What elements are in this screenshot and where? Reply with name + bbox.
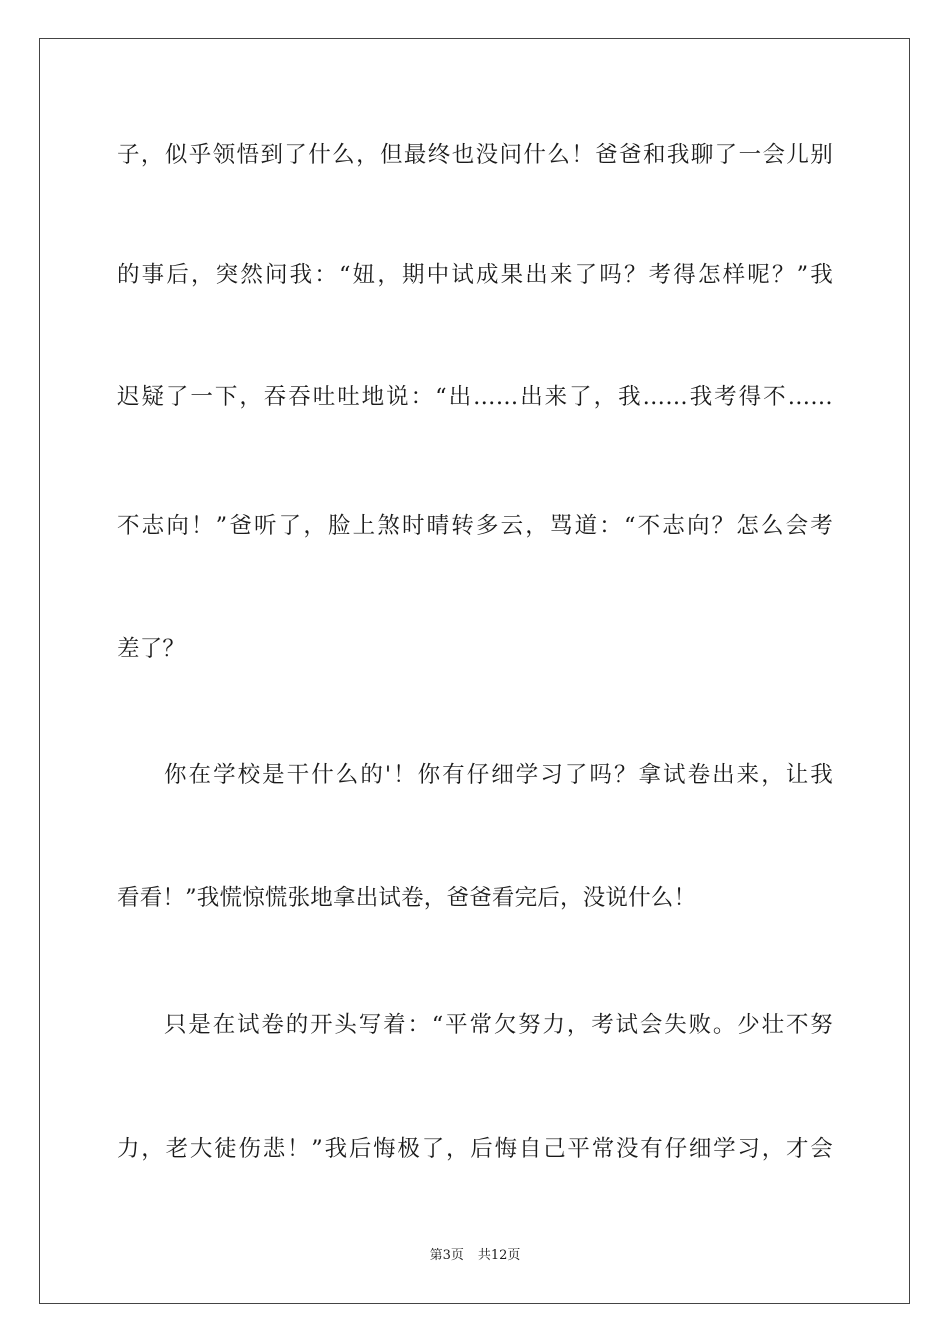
page-frame	[39, 38, 910, 1304]
text-line-5: 差了？	[117, 636, 186, 662]
text-line-2: 的事后，突然问我：“妞，期中试成果出来了吗？考得怎样呢？”我	[117, 262, 833, 288]
text-line-8: 只是在试卷的开头写着：“平常欠努力，考试会失败。少壮不努	[164, 1012, 833, 1038]
page-number: 第3页	[429, 1248, 464, 1263]
text-line-4: 不志向！”爸听了，脸上煞时晴转多云，骂道：“不志向？怎么会考	[117, 513, 833, 539]
text-line-7: 看看！”我慌惊慌张地拿出试卷，爸爸看完后，没说什么！	[117, 885, 697, 911]
text-line-1: 子，似乎领悟到了什么，但最终也没问什么！爸爸和我聊了一会儿别	[117, 142, 833, 168]
text-line-3: 迟疑了一下，吞吞吐吐地说：“出……出来了，我……我考得不……	[117, 384, 833, 410]
page-total: 共12页	[477, 1248, 521, 1263]
page-footer	[0, 1247, 950, 1265]
text-line-9: 力，老大徒伤悲！”我后悔极了，后悔自己平常没有仔细学习，才会	[117, 1136, 833, 1162]
text-line-6: 你在学校是干什么的'！你有仔细学习了吗？拿试卷出来，让我	[164, 762, 833, 788]
